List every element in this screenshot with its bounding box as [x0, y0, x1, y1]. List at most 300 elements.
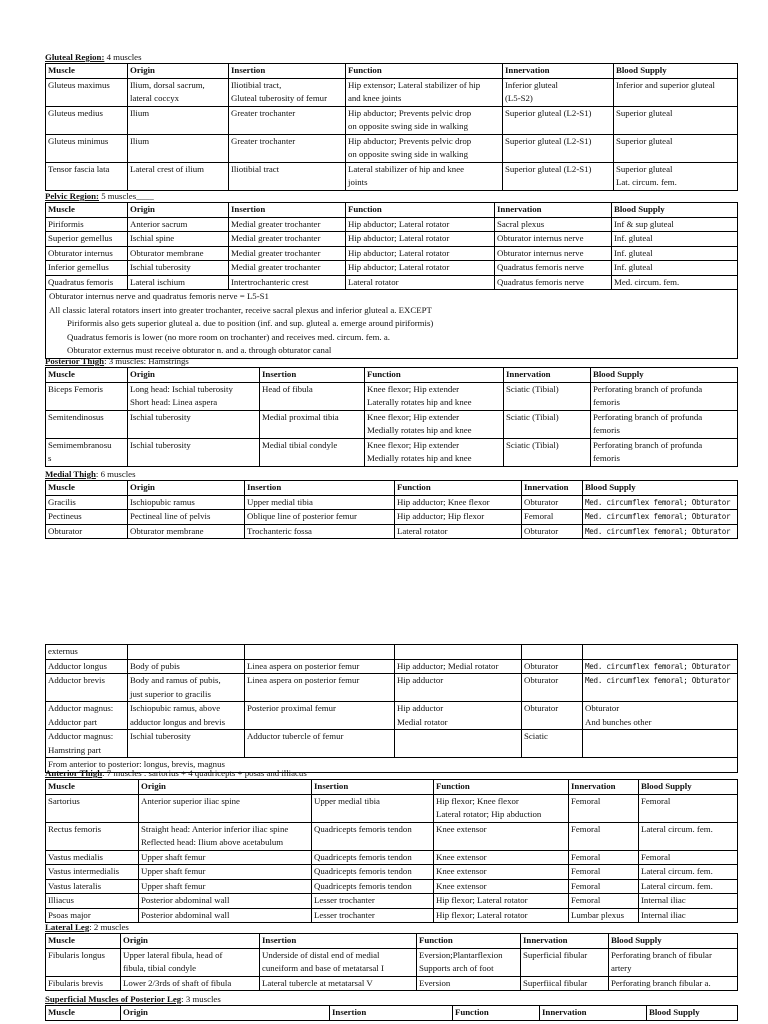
- cell-line: Medially rotates hip and knee: [367, 453, 472, 463]
- table-cell: [495, 261, 612, 276]
- section-caption: [45, 191, 737, 202]
- table-cell: [46, 246, 128, 261]
- cell-line: Hip adductor: [397, 675, 444, 685]
- note-line: All classic lateral rotators insert into greater trochanter, receive sacral plexus and inferior gluteal a. EXCEPT: [49, 304, 432, 315]
- table-cell: [583, 674, 738, 702]
- cell-line: joints: [348, 177, 368, 187]
- table-cell: [395, 495, 522, 510]
- table-cell: [614, 78, 738, 106]
- table-cell: [434, 908, 569, 923]
- table-cell: [128, 78, 229, 106]
- cell-line: Ischiopubic ramus, above: [130, 703, 221, 713]
- table-cell: [583, 659, 738, 674]
- table-cell: [395, 524, 522, 539]
- section-caption: [45, 922, 737, 933]
- table-cell: [522, 674, 583, 702]
- cell-line: Superior gluteal (L2-S1): [505, 107, 592, 118]
- table-cell: [312, 794, 434, 822]
- cell-line: externus: [48, 646, 78, 656]
- table-cell: [583, 495, 738, 510]
- table-cell: [614, 106, 738, 134]
- table-cell: [504, 410, 591, 438]
- table-row: [46, 850, 738, 865]
- medial-thigh-continued-table: [45, 644, 738, 773]
- cell-line: Linea aspera on posterior femur: [247, 675, 360, 685]
- table-cell: [583, 730, 738, 758]
- cell-line: [585, 645, 735, 659]
- table-cell: [312, 865, 434, 880]
- posterior-thigh-table: [45, 367, 738, 467]
- cell-line: Lateral stabilizer of hip and knee: [348, 163, 465, 174]
- cell-line: Inferior and superior gluteal: [616, 79, 715, 90]
- cell-line: Posterior proximal femur: [247, 703, 336, 713]
- cell-line: [247, 645, 392, 659]
- cell-line: Medial greater trochanter: [231, 233, 321, 243]
- cell-line: Iliotibial tract,: [231, 79, 282, 90]
- table-cell: [128, 261, 229, 276]
- note-line: Quadratus femoris is lower (no more room on trochanter) and receives med. circum. fem. a.: [67, 331, 390, 342]
- table-cell: [569, 794, 639, 822]
- cell-line: Hip abductor; Lateral rotator: [348, 233, 450, 243]
- table-cell: [495, 217, 612, 232]
- note-line: Obturator internus nerve and quadratus femoris nerve = L5-S1: [49, 291, 269, 301]
- cell-line: Inferior gluteal: [505, 79, 559, 90]
- cell-line: Upper lateral fibula, head of: [123, 949, 223, 960]
- section-caption: [45, 768, 737, 779]
- cell-line: Sciatic (Tibial): [506, 383, 559, 394]
- table-cell: [229, 134, 346, 162]
- cell-line: Ischiopubic ramus: [130, 496, 195, 507]
- table-cell: [245, 510, 395, 525]
- table-cell: [46, 232, 128, 247]
- table-cell: [46, 730, 128, 758]
- cell-line: Illiacus: [48, 895, 74, 905]
- table-cell: [395, 730, 522, 758]
- cell-line: Inf. gluteal: [614, 247, 653, 258]
- table-cell: [395, 645, 522, 660]
- cell-line: Ischial tuberosity: [130, 731, 191, 741]
- cell-line: Head of fibula: [262, 383, 313, 394]
- table-cell: [503, 106, 614, 134]
- table-cell: [46, 134, 128, 162]
- cell-line: Laterally rotates hip and knee: [367, 397, 472, 407]
- cell-line: Supports arch of foot: [419, 963, 494, 973]
- column-header: Muscle: [46, 368, 128, 383]
- table-cell: [46, 850, 139, 865]
- cell-line: Hip abductor; Prevents pelvic drop: [348, 107, 472, 118]
- cell-line: Hip abductor; Lateral rotator: [348, 247, 450, 258]
- table-cell: [46, 382, 128, 410]
- table-cell: [612, 261, 738, 276]
- cell-line: Medial rotator: [397, 716, 448, 727]
- table-cell: [583, 702, 738, 730]
- table-cell: [522, 524, 583, 539]
- cell-line: Obturator internus: [48, 247, 113, 258]
- cell-line: Med. circumflex femoral; Obturator: [585, 661, 731, 671]
- table-cell: [46, 524, 128, 539]
- table-cell: [312, 894, 434, 909]
- cell-line: s: [48, 453, 52, 463]
- table-cell: [569, 879, 639, 894]
- table-row: [46, 976, 738, 991]
- cell-line: Femoral: [641, 851, 671, 862]
- table-cell: [612, 275, 738, 290]
- column-header: Blood Supply: [609, 934, 738, 949]
- table-cell: [639, 822, 738, 850]
- table-row: [46, 894, 738, 909]
- table-cell: [46, 645, 128, 660]
- cell-line: Sciatic (Tibial): [506, 439, 559, 450]
- section-title: Anterior Thigh: [45, 768, 103, 778]
- table-cell: [591, 382, 738, 410]
- column-header: Function: [395, 481, 522, 496]
- cell-line: Femoral: [524, 511, 554, 521]
- cell-line: Ilium: [130, 135, 150, 146]
- cell-line: Superior gluteal: [616, 163, 673, 174]
- cell-line: Perforating branch of fibular: [611, 949, 712, 960]
- cell-line: Med. circumflex femoral; Obturator: [585, 497, 731, 507]
- cell-line: Femoral: [571, 795, 601, 806]
- cell-line: Anterior superior iliac spine: [141, 795, 240, 806]
- cell-line: Femoral: [571, 880, 601, 891]
- cell-line: Knee flexor; Hip extender: [367, 411, 460, 422]
- cell-line: Hip flexor; Knee flexor: [436, 795, 519, 806]
- cell-line: Linea aspera on posterior femur: [247, 660, 360, 671]
- cell-line: Knee extensor: [436, 880, 487, 891]
- cell-line: Adductor part: [48, 716, 98, 727]
- table-cell: [591, 438, 738, 466]
- note-line: Piriformis also gets superior gluteal a. due to position (inf. and sup. gluteal a. emerge around piriformis): [67, 318, 434, 328]
- column-header: Insertion: [260, 368, 365, 383]
- column-header: Muscle: [46, 203, 128, 218]
- cell-line: adductor longus and brevis: [130, 716, 226, 727]
- table-cell: [46, 78, 128, 106]
- table-row: [46, 438, 738, 466]
- cell-line: Superior gluteal (L2-S1): [505, 163, 592, 174]
- table-cell: [495, 246, 612, 261]
- table-cell: [522, 702, 583, 730]
- table-cell: [139, 794, 312, 822]
- table-cell: [229, 217, 346, 232]
- column-header: Innervation: [540, 1006, 647, 1021]
- cell-line: Obturator internus nerve: [497, 233, 584, 243]
- cell-line: Lateral rotator: [397, 525, 448, 536]
- table-cell: [46, 106, 128, 134]
- column-header: Blood Supply: [614, 64, 738, 79]
- table-cell: [312, 822, 434, 850]
- cell-line: Gluteus medius: [48, 107, 103, 118]
- table-cell: [46, 510, 128, 525]
- cell-line: Lateral tubercle at metatarsal V: [262, 977, 373, 988]
- cell-line: Perforating branch of profunda: [593, 383, 703, 394]
- table-row: [46, 794, 738, 822]
- cell-line: Quadratus femoris: [48, 276, 114, 287]
- table-cell: [504, 382, 591, 410]
- column-header: Origin: [128, 64, 229, 79]
- cell-line: Eversion;Plantarflexion: [419, 949, 503, 960]
- column-header: Innervation: [503, 64, 614, 79]
- cell-line: Lateral circum. fem.: [641, 866, 713, 876]
- table-cell: [434, 865, 569, 880]
- cell-line: Lateral circum. fem.: [641, 823, 713, 834]
- cell-line: Vastus intermedialis: [48, 866, 120, 876]
- column-header: Muscle: [46, 481, 128, 496]
- column-header: Muscle: [46, 64, 128, 79]
- cell-line: Pectineal line of pelvis: [130, 511, 211, 521]
- cell-line: Inf. gluteal: [614, 233, 653, 243]
- cell-line: Oblique line of posterior femur: [247, 511, 357, 521]
- cell-line: Knee extensor: [436, 851, 487, 862]
- table-cell: [260, 410, 365, 438]
- cell-line: Ischial tuberosity: [130, 439, 191, 450]
- table-cell: [128, 275, 229, 290]
- cell-line: Superfiical fibular: [523, 977, 588, 988]
- table-cell: [583, 524, 738, 539]
- cell-line: Lateral ischium: [130, 276, 185, 287]
- cell-line: and knee joints: [348, 93, 402, 103]
- table-cell: [504, 438, 591, 466]
- table-row: [46, 246, 738, 261]
- column-header: Function: [434, 780, 569, 795]
- cell-line: Upper shaft femur: [141, 880, 206, 891]
- cell-line: Ischial tuberosity: [130, 262, 191, 272]
- medial-thigh-section: [45, 469, 737, 539]
- column-header: Blood Supply: [647, 1006, 738, 1021]
- medial-thigh-table: [45, 480, 738, 539]
- table-cell: [522, 495, 583, 510]
- table-cell: [395, 659, 522, 674]
- table-header-row: [46, 780, 738, 795]
- section-count: : 3 muscles: [181, 994, 221, 1004]
- table-cell: [245, 730, 395, 758]
- table-cell: [639, 794, 738, 822]
- table-cell: [139, 908, 312, 923]
- table-header-row: [46, 203, 738, 218]
- table-cell: [128, 217, 229, 232]
- column-header: Insertion: [229, 203, 346, 218]
- cell-line: Knee extensor: [436, 866, 487, 876]
- table-cell: [128, 495, 245, 510]
- table-cell: [346, 162, 503, 190]
- cell-line: (L5-S2): [505, 93, 533, 103]
- cell-line: Obturator: [524, 525, 559, 536]
- cell-line: Iliotibial tract: [231, 163, 280, 174]
- cell-line: just superior to gracilis: [130, 688, 211, 699]
- cell-line: Body and ramus of pubis,: [130, 675, 221, 685]
- cell-line: Long head: Ischial tuberosity: [130, 383, 233, 394]
- cell-line: Lumbar plexus: [571, 909, 625, 920]
- table-cell: [639, 879, 738, 894]
- cell-line: Quadratus femoris nerve: [497, 262, 584, 272]
- cell-line: Adductor magnus:: [48, 703, 114, 713]
- section-title: Lateral Leg: [45, 922, 90, 932]
- table-row: [46, 134, 738, 162]
- cell-line: Lateral rotator: [348, 276, 399, 287]
- table-cell: [128, 674, 245, 702]
- table-cell: [128, 162, 229, 190]
- cell-line: [397, 645, 519, 659]
- cell-line: Medial proximal tibia: [262, 411, 339, 422]
- cell-line: Lateral rotator; Hip abduction: [436, 809, 542, 819]
- column-header: Origin: [121, 934, 260, 949]
- column-header: Innervation: [522, 481, 583, 496]
- table-row: [46, 702, 738, 730]
- table-cell: [229, 232, 346, 247]
- table-cell: [434, 850, 569, 865]
- cell-line: Femoral: [571, 895, 601, 905]
- table-cell: [229, 162, 346, 190]
- cell-line: Upper medial tibia: [247, 496, 313, 507]
- cell-line: Hip adductor; Knee flexor: [397, 496, 490, 507]
- cell-line: Lateral circum. fem.: [641, 880, 713, 891]
- note-line: Obturator externus must receive obturator n. and a. through obturator canal: [67, 345, 332, 355]
- section-count: : 6 muscles: [95, 469, 136, 479]
- table-cell: [395, 510, 522, 525]
- cell-line: Hip abductor; Lateral rotator: [348, 218, 450, 229]
- cell-line: Obturator: [585, 703, 620, 713]
- table-cell: [128, 702, 245, 730]
- table-cell: [128, 510, 245, 525]
- table-header-row: [46, 368, 738, 383]
- table-cell: [346, 78, 503, 106]
- cell-line: Adductor magnus:: [48, 731, 114, 741]
- gluteal-table: [45, 63, 738, 191]
- table-cell: [128, 382, 260, 410]
- cell-line: [524, 645, 580, 659]
- table-row: [46, 510, 738, 525]
- table-cell: [229, 246, 346, 261]
- table-cell: [639, 850, 738, 865]
- cell-line: Obturator: [524, 703, 559, 713]
- table-cell: [569, 908, 639, 923]
- cell-line: Obturator internus nerve: [497, 247, 584, 258]
- table-cell: [46, 261, 128, 276]
- column-header: Muscle: [46, 1006, 121, 1021]
- cell-line: Ilium: [130, 107, 150, 118]
- table-cell: [46, 976, 121, 991]
- cell-line: Superior gluteal: [616, 107, 673, 118]
- cell-line: Vastus lateralis: [48, 880, 102, 891]
- table-cell: [434, 794, 569, 822]
- table-row: [46, 865, 738, 880]
- table-cell: [245, 659, 395, 674]
- cell-line: Inf. gluteal: [614, 262, 653, 272]
- cell-line: Hip extensor; Lateral stabilizer of hip: [348, 79, 481, 90]
- table-row: [46, 106, 738, 134]
- table-cell: [639, 894, 738, 909]
- cell-line: Sacral plexus: [497, 218, 545, 229]
- table-cell: [365, 410, 504, 438]
- table-cell: [46, 702, 128, 730]
- column-header: Insertion: [260, 934, 417, 949]
- cell-line: Biceps Femoris: [48, 383, 103, 394]
- table-header-row: [46, 1006, 738, 1021]
- cell-line: [585, 730, 735, 744]
- lateral-leg-section: [45, 922, 737, 991]
- table-cell: [434, 894, 569, 909]
- cell-line: Knee flexor; Hip extender: [367, 383, 460, 394]
- cell-line: Greater trochanter: [231, 135, 296, 146]
- cell-line: Fibularis longus: [48, 949, 105, 960]
- cell-line: Internal iliac: [641, 909, 686, 920]
- section-title: Posterior Thigh: [45, 356, 105, 366]
- gluteal-section: [45, 52, 737, 191]
- section-count: 5 muscles____: [99, 191, 154, 201]
- table-cell: [128, 645, 245, 660]
- cell-line: Hip adductor: [397, 703, 444, 713]
- superficial-posterior-leg-table: [45, 1005, 738, 1021]
- cell-line: Medial greater trochanter: [231, 262, 321, 272]
- table-cell: [365, 438, 504, 466]
- cell-line: Obturator: [48, 525, 83, 536]
- cell-line: Superior gemellus: [48, 233, 113, 243]
- table-row: [46, 495, 738, 510]
- anterior-thigh-section: [45, 768, 737, 923]
- cell-line: Femoral: [571, 851, 601, 862]
- cell-line: Obturator membrane: [130, 247, 204, 258]
- table-cell: [46, 879, 139, 894]
- cell-line: Greater trochanter: [231, 107, 296, 118]
- column-header: Innervation: [569, 780, 639, 795]
- cell-line: Perforating branch fibular a.: [611, 977, 711, 988]
- cell-line: Knee flexor; Hip extender: [367, 439, 460, 450]
- table-cell: [46, 275, 128, 290]
- cell-line: And bunches other: [585, 716, 652, 727]
- cell-line: Pectineus: [48, 511, 82, 521]
- table-row: [46, 730, 738, 758]
- cell-line: artery: [611, 963, 632, 973]
- cell-line: Medial greater trochanter: [231, 247, 321, 258]
- table-cell: [522, 510, 583, 525]
- column-header: Insertion: [312, 780, 434, 795]
- lateral-leg-table: [45, 933, 738, 991]
- table-cell: [639, 908, 738, 923]
- note-cell: From anterior to posterior: longus, brevis, magnus: [46, 758, 738, 773]
- table-cell: [46, 908, 139, 923]
- cell-line: Hip abductor; Prevents pelvic drop: [348, 135, 472, 146]
- cell-line: [130, 645, 242, 659]
- table-cell: [121, 948, 260, 976]
- cell-line: Intertrochanteric crest: [231, 276, 309, 287]
- table-cell: [245, 674, 395, 702]
- notes-row: [46, 290, 738, 359]
- table-cell: [346, 232, 495, 247]
- section-title: Superficial Muscles of Posterior Leg: [45, 994, 182, 1004]
- table-row: [46, 879, 738, 894]
- section-caption: [45, 52, 737, 63]
- table-cell: [365, 382, 504, 410]
- cell-line: Lat. circum. fem.: [616, 177, 677, 187]
- cell-line: Upper medial tibia: [314, 795, 380, 806]
- table-cell: [583, 645, 738, 660]
- table-cell: [503, 78, 614, 106]
- table-cell: [639, 865, 738, 880]
- cell-line: femoris: [593, 425, 620, 435]
- table-cell: [121, 976, 260, 991]
- table-cell: [569, 822, 639, 850]
- cell-line: on opposite swing side in walking: [348, 121, 468, 131]
- table-cell: [46, 894, 139, 909]
- table-cell: [139, 850, 312, 865]
- cell-line: Ilium, dorsal sacrum,: [130, 79, 205, 90]
- column-header: Origin: [128, 481, 245, 496]
- cell-line: Med. circum. fem.: [614, 276, 680, 287]
- table-cell: [245, 495, 395, 510]
- table-row: [46, 217, 738, 232]
- cell-line: Anterior sacrum: [130, 218, 188, 229]
- section-caption: [45, 356, 737, 367]
- table-cell: [139, 865, 312, 880]
